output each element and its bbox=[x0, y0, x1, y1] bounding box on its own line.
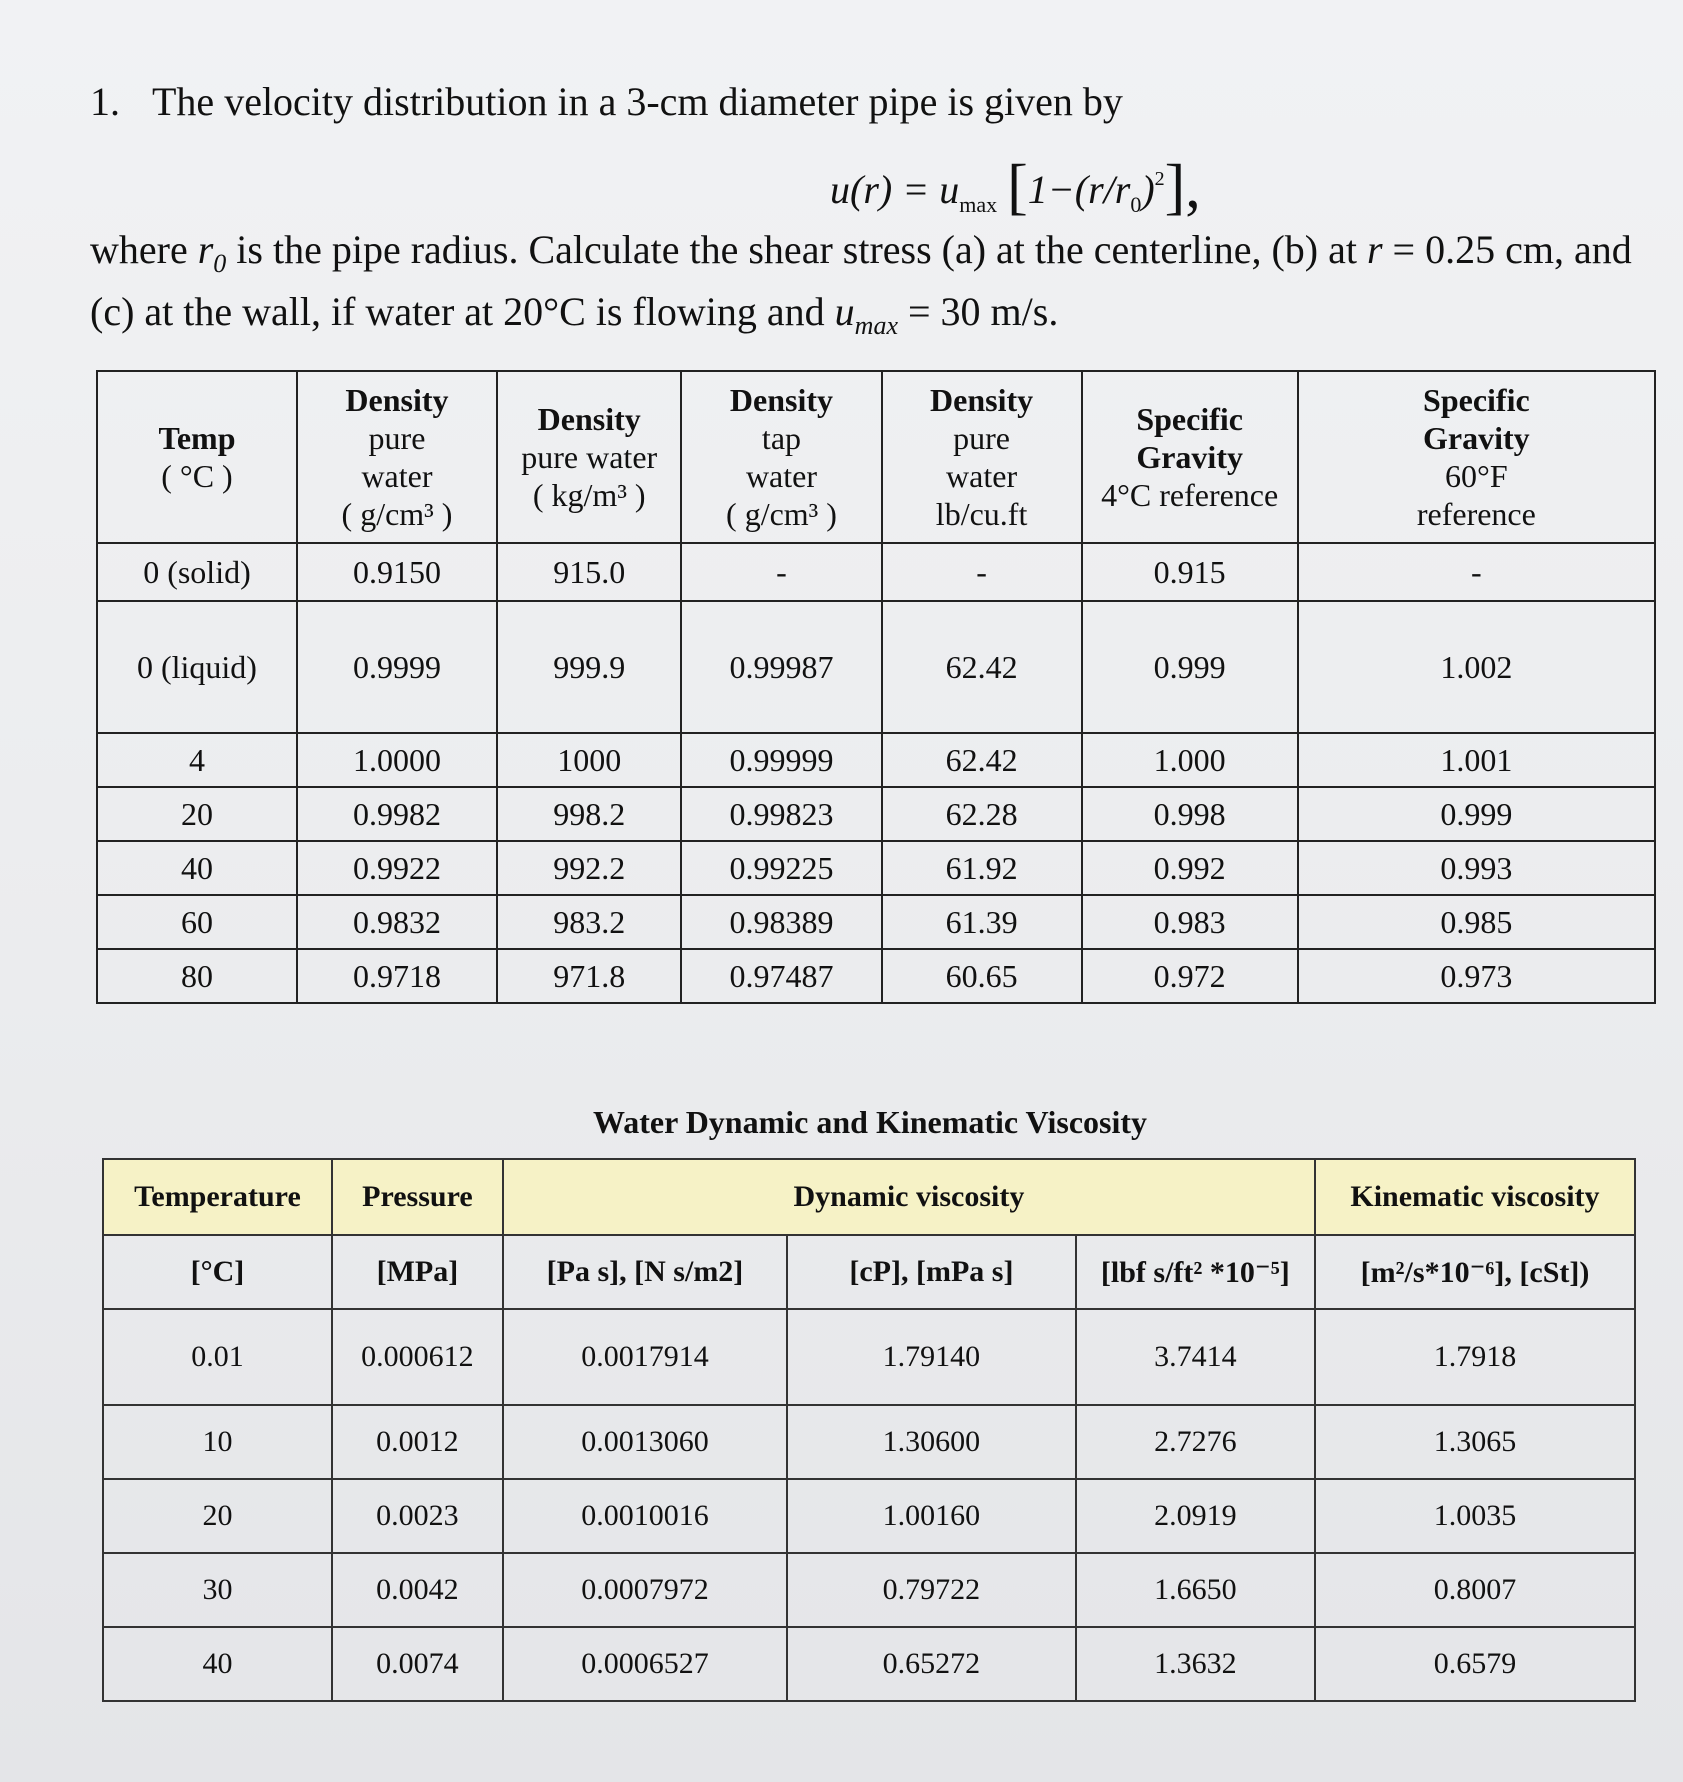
density-cell: 0 (solid) bbox=[97, 543, 297, 601]
viscosity-row bbox=[103, 1405, 1635, 1479]
density-header-pure-gcm3: Density pure water ( g/cm³ ) bbox=[297, 371, 497, 543]
viscosity-cell: 1.30600 bbox=[787, 1405, 1076, 1479]
viscosity-row bbox=[103, 1479, 1635, 1553]
density-cell: 0.98389 bbox=[681, 895, 881, 949]
density-cell: 983.2 bbox=[497, 895, 681, 949]
unit-header: [lbf s/ft² *10⁻⁵] bbox=[1076, 1235, 1315, 1309]
viscosity-cell: 0.0042 bbox=[332, 1553, 503, 1627]
viscosity-cell: 0.0007972 bbox=[503, 1553, 787, 1627]
density-header-pure-kgm3: Density pure water ( kg/m³ ) bbox=[497, 371, 681, 543]
header-kinematic-viscosity: Kinematic viscosity bbox=[1315, 1159, 1635, 1235]
density-row bbox=[97, 733, 1655, 787]
density-cell: 0.973 bbox=[1298, 949, 1655, 1003]
density-cell: 1000 bbox=[497, 733, 681, 787]
density-cell: 971.8 bbox=[497, 949, 681, 1003]
density-cell: 0 (liquid) bbox=[97, 601, 297, 733]
density-cell: 0.972 bbox=[1082, 949, 1298, 1003]
density-cell: 0.9999 bbox=[297, 601, 497, 733]
viscosity-cell: 0.8007 bbox=[1315, 1553, 1635, 1627]
viscosity-cell: 1.0035 bbox=[1315, 1479, 1635, 1553]
viscosity-cell: 1.3065 bbox=[1315, 1405, 1635, 1479]
density-cell: 0.983 bbox=[1082, 895, 1298, 949]
density-cell: - bbox=[1298, 543, 1655, 601]
viscosity-title: Water Dynamic and Kinematic Viscosity bbox=[592, 1104, 1148, 1140]
formula-lhs: u(r) = u bbox=[830, 167, 960, 212]
viscosity-cell: 20 bbox=[103, 1479, 332, 1553]
density-cell: 999.9 bbox=[497, 601, 681, 733]
density-header-temp: Temp ( °C ) bbox=[97, 371, 297, 543]
density-cell: - bbox=[681, 543, 881, 601]
viscosity-unit-header-row bbox=[103, 1235, 1635, 1309]
density-cell: 60.65 bbox=[882, 949, 1082, 1003]
viscosity-row bbox=[103, 1627, 1635, 1701]
density-cell: 62.28 bbox=[882, 787, 1082, 841]
viscosity-cell: 0.6579 bbox=[1315, 1627, 1635, 1701]
viscosity-cell: 0.0023 bbox=[332, 1479, 503, 1553]
viscosity-cell: 40 bbox=[103, 1627, 332, 1701]
header-temperature: Temperature bbox=[103, 1159, 332, 1235]
unit-header: [cP], [mPa s] bbox=[787, 1235, 1076, 1309]
viscosity-cell: 1.3632 bbox=[1076, 1627, 1315, 1701]
formula-inner: 1−(r/r bbox=[1027, 167, 1131, 212]
viscosity-cell: 30 bbox=[103, 1553, 332, 1627]
unit-header: [Pa s], [N s/m2] bbox=[503, 1235, 787, 1309]
density-cell: 1.001 bbox=[1298, 733, 1655, 787]
density-cell: 0.97487 bbox=[681, 949, 881, 1003]
density-header-tap-gcm3: Density tap water ( g/cm³ ) bbox=[681, 371, 881, 543]
density-table bbox=[96, 370, 1656, 1004]
density-cell: 915.0 bbox=[497, 543, 681, 601]
var-r: r bbox=[1366, 227, 1383, 272]
density-cell: 4 bbox=[97, 733, 297, 787]
density-cell: - bbox=[882, 543, 1082, 601]
body-mid: is the pipe radius. Calculate the shear stress (a) at the centerline, (b) at bbox=[226, 227, 1367, 272]
body-end: = 30 m/s. bbox=[898, 289, 1059, 334]
problem-intro-line bbox=[90, 76, 1650, 128]
viscosity-cell: 10 bbox=[103, 1405, 332, 1479]
unit-header: [°C] bbox=[103, 1235, 332, 1309]
density-cell: 1.000 bbox=[1082, 733, 1298, 787]
velocity-formula bbox=[830, 148, 1201, 219]
body-mid2: = 0.25 cm, and (c) at the wall, if water at 20°C is flowing and bbox=[90, 227, 1632, 334]
formula-lhs-sub: max bbox=[959, 192, 998, 217]
viscosity-cell: 1.7918 bbox=[1315, 1309, 1635, 1405]
density-cell: 62.42 bbox=[882, 601, 1082, 733]
density-cell: 60 bbox=[97, 895, 297, 949]
density-cell: 0.999 bbox=[1082, 601, 1298, 733]
density-cell: 0.99999 bbox=[681, 733, 881, 787]
density-cell: 0.9982 bbox=[297, 787, 497, 841]
density-cell: 0.99987 bbox=[681, 601, 881, 733]
viscosity-cell: 0.0010016 bbox=[503, 1479, 787, 1553]
density-cell: 0.915 bbox=[1082, 543, 1298, 601]
density-cell: 998.2 bbox=[497, 787, 681, 841]
density-cell: 0.992 bbox=[1082, 841, 1298, 895]
formula-close-bracket: ], bbox=[1164, 153, 1201, 221]
viscosity-row bbox=[103, 1553, 1635, 1627]
density-cell: 0.9150 bbox=[297, 543, 497, 601]
viscosity-cell: 1.6650 bbox=[1076, 1553, 1315, 1627]
viscosity-cell: 1.79140 bbox=[787, 1309, 1076, 1405]
viscosity-cell: 2.7276 bbox=[1076, 1405, 1315, 1479]
problem-intro: The velocity distribution in a 3-cm diameter pipe is given by bbox=[152, 79, 1123, 124]
density-cell: 0.99225 bbox=[681, 841, 881, 895]
density-cell: 20 bbox=[97, 787, 297, 841]
density-cell: 40 bbox=[97, 841, 297, 895]
density-row bbox=[97, 841, 1655, 895]
formula-power: 2 bbox=[1154, 167, 1165, 190]
density-cell: 0.985 bbox=[1298, 895, 1655, 949]
unit-header: [MPa] bbox=[332, 1235, 503, 1309]
density-cell: 0.9718 bbox=[297, 949, 497, 1003]
density-row bbox=[97, 543, 1655, 601]
unit-header: [m²/s*10⁻⁶], [cSt]) bbox=[1315, 1235, 1635, 1309]
formula-inner-sub: 0 bbox=[1130, 192, 1142, 217]
density-cell: 0.9832 bbox=[297, 895, 497, 949]
var-umax: u bbox=[834, 289, 855, 334]
problem-statement bbox=[90, 76, 1650, 340]
density-cell: 61.39 bbox=[882, 895, 1082, 949]
density-cell: 1.0000 bbox=[297, 733, 497, 787]
viscosity-cell: 0.000612 bbox=[332, 1309, 503, 1405]
var-r0: r bbox=[197, 227, 214, 272]
density-cell: 992.2 bbox=[497, 841, 681, 895]
density-header-row bbox=[97, 371, 1655, 543]
density-cell: 80 bbox=[97, 949, 297, 1003]
density-cell: 0.998 bbox=[1082, 787, 1298, 841]
viscosity-table bbox=[102, 1158, 1636, 1702]
viscosity-cell: 0.01 bbox=[103, 1309, 332, 1405]
viscosity-cell: 0.0012 bbox=[332, 1405, 503, 1479]
header-pressure: Pressure bbox=[332, 1159, 503, 1235]
viscosity-row bbox=[103, 1309, 1635, 1405]
var-umax-sub: max bbox=[854, 311, 898, 340]
viscosity-group-header-row bbox=[103, 1159, 1635, 1235]
density-header-sg-4c: Specific Gravity 4°C reference bbox=[1082, 371, 1298, 543]
density-cell: 62.42 bbox=[882, 733, 1082, 787]
density-cell: 0.99823 bbox=[681, 787, 881, 841]
density-cell: 61.92 bbox=[882, 841, 1082, 895]
density-header-sg-60f: Specific Gravity 60°F reference bbox=[1298, 371, 1655, 543]
viscosity-cell: 0.65272 bbox=[787, 1627, 1076, 1701]
viscosity-cell: 0.0074 bbox=[332, 1627, 503, 1701]
viscosity-cell: 0.0006527 bbox=[503, 1627, 787, 1701]
density-header-pure-lbcuft: Density pure water lb/cu.ft bbox=[882, 371, 1082, 543]
viscosity-cell: 0.0017914 bbox=[503, 1309, 787, 1405]
viscosity-cell: 1.00160 bbox=[787, 1479, 1076, 1553]
density-row bbox=[97, 895, 1655, 949]
body-pre: where bbox=[90, 227, 198, 272]
density-cell: 0.999 bbox=[1298, 787, 1655, 841]
density-row bbox=[97, 601, 1655, 733]
header-dynamic-viscosity: Dynamic viscosity bbox=[503, 1159, 1315, 1235]
viscosity-cell: 2.0919 bbox=[1076, 1479, 1315, 1553]
viscosity-cell: 0.0013060 bbox=[503, 1405, 787, 1479]
problem-number: 1. bbox=[90, 79, 120, 124]
formula-open-bracket: [ bbox=[1007, 153, 1028, 221]
density-row bbox=[97, 787, 1655, 841]
formula-inner-close: ) bbox=[1141, 167, 1155, 212]
problem-body bbox=[90, 226, 1650, 350]
viscosity-cell: 3.7414 bbox=[1076, 1309, 1315, 1405]
density-cell: 1.002 bbox=[1298, 601, 1655, 733]
viscosity-cell: 0.79722 bbox=[787, 1553, 1076, 1627]
density-cell: 0.993 bbox=[1298, 841, 1655, 895]
density-cell: 0.9922 bbox=[297, 841, 497, 895]
density-row bbox=[97, 949, 1655, 1003]
var-r0-sub: 0 bbox=[213, 249, 227, 278]
